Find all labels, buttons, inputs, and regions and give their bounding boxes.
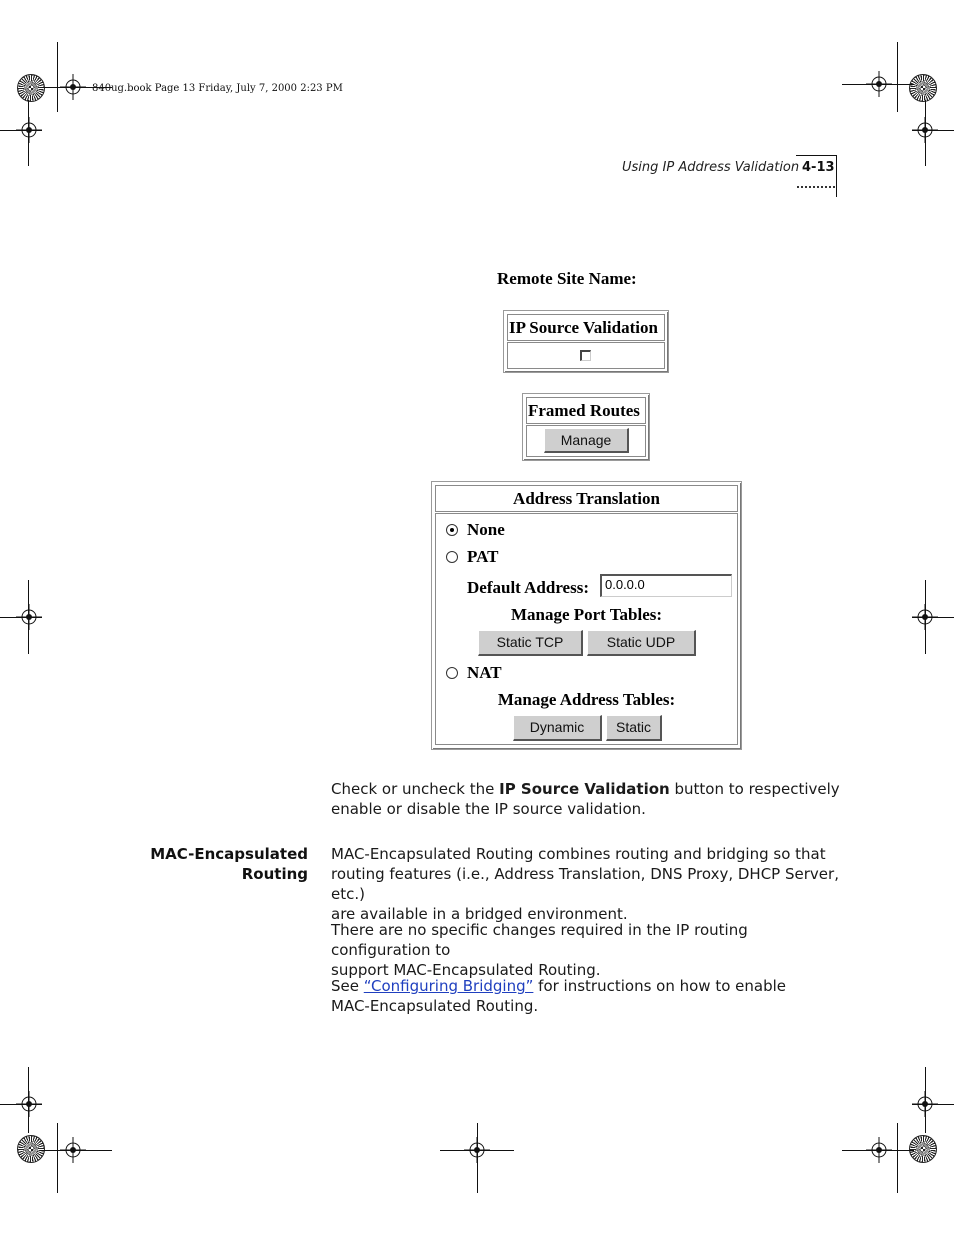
- default-address-label: Default Address:: [467, 578, 589, 597]
- paragraph-no-changes: There are no specific changes required in the IP routing configuration to support MAC-Encapsulated Routing.: [331, 921, 748, 979]
- static-tcp-button[interactable]: Static TCP: [478, 630, 583, 656]
- manage-address-tables-label: Manage Address Tables:: [497, 690, 676, 709]
- address-translation-title: Address Translation: [513, 489, 660, 508]
- ip-source-validation-cell: [507, 342, 665, 369]
- ip-source-validation-label: IP Source Validation: [509, 318, 658, 337]
- ip-source-validation-header: [507, 314, 665, 341]
- radio-pat[interactable]: [446, 551, 458, 563]
- default-address-input[interactable]: 0.0.0.0: [600, 574, 732, 597]
- registration-rosette-icon: [909, 1135, 937, 1163]
- registration-rosette-icon: [909, 74, 937, 102]
- configuring-bridging-link[interactable]: “Configuring Bridging”: [363, 977, 534, 995]
- framed-routes-table: [522, 393, 650, 461]
- framed-routes-label: Framed Routes: [528, 401, 640, 420]
- ip-source-validation-checkbox[interactable]: [580, 350, 591, 361]
- radio-nat[interactable]: [446, 667, 458, 679]
- paragraph-ip-source-validation: [331, 779, 851, 819]
- paragraph-see-bridging: See “Configuring Bridging” for instructions on how to enable MAC-Encapsulated Routing.: [331, 976, 851, 1016]
- dotted-rule: [797, 186, 835, 188]
- emphasis-ip-source-validation: IP Source Validation: [499, 780, 670, 798]
- radio-nat-label: NAT: [467, 663, 502, 682]
- address-translation-body: [435, 513, 738, 745]
- paragraph-mac-encapsulated-routing: MAC-Encapsulated Routing combines routing and bridging so that routing features (i.e., Address Translation, DNS Proxy, DHCP Server, etc.) are available in a bridged environment.: [331, 845, 839, 923]
- radio-none[interactable]: [446, 524, 458, 536]
- radio-none-label: None: [467, 520, 505, 539]
- page-number-rule: [796, 155, 836, 156]
- framed-routes-cell: [526, 425, 646, 457]
- section-heading-mac-encapsulated-routing: MAC-Encapsulated Routing: [150, 845, 308, 883]
- static-udp-button[interactable]: Static UDP: [587, 630, 696, 656]
- manage-framed-routes-button[interactable]: Manage: [544, 428, 629, 453]
- manage-port-tables-label: Manage Port Tables:: [510, 605, 663, 624]
- ip-source-validation-table: [503, 310, 669, 373]
- radio-pat-label: PAT: [467, 547, 499, 566]
- print-info: 840ug.book Page 13 Friday, July 7, 2000 2:23 PM: [92, 83, 343, 94]
- remote-site-name-label: Remote Site Name:: [497, 269, 637, 288]
- dynamic-button[interactable]: Dynamic: [513, 715, 602, 741]
- page-number-rule: [836, 155, 837, 197]
- address-translation-table: [431, 481, 742, 750]
- paragraph-line: See “Configuring Bridging” for instructions on how to enable: [331, 977, 787, 995]
- running-title: Using IP Address Validation: [622, 160, 800, 175]
- static-button[interactable]: Static: [606, 715, 662, 741]
- framed-routes-header: [526, 397, 646, 424]
- paragraph-line: enable or disable the IP source validation.: [331, 800, 646, 818]
- registration-rosette-icon: [17, 74, 45, 102]
- paragraph-line: Check or uncheck the IP Source Validation button to respectively: [331, 780, 840, 798]
- registration-rosette-icon: [17, 1135, 45, 1163]
- address-translation-header: [435, 485, 738, 512]
- page-number: 4-13: [802, 160, 835, 175]
